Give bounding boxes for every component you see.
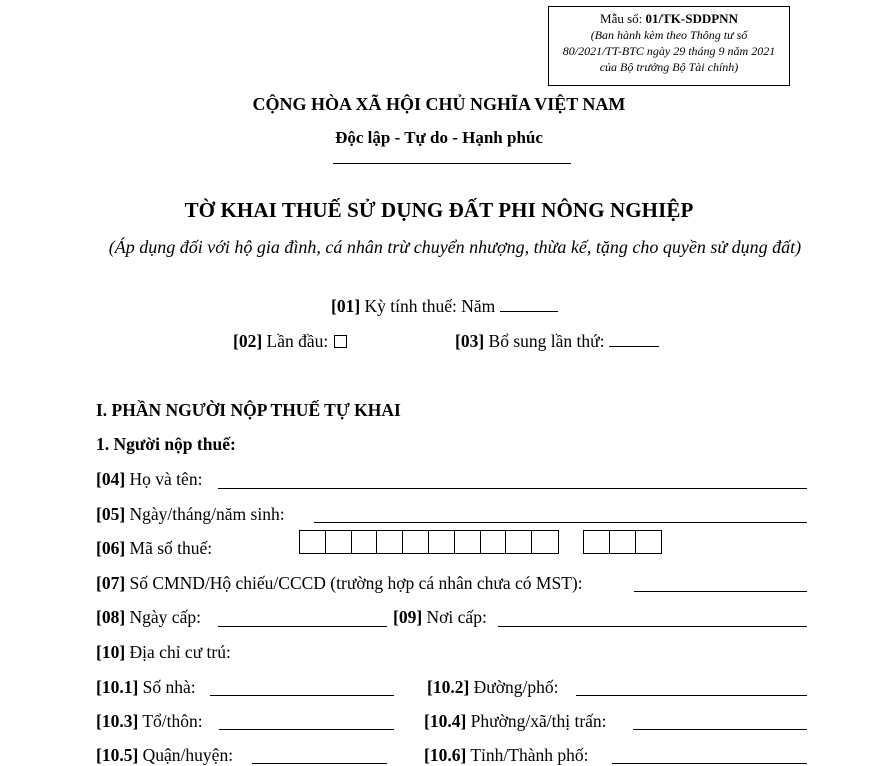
field-10-3-group-hamlet [96, 711, 203, 732]
field-02-first-time [233, 331, 347, 352]
section-heading-part-1: I. PHẦN NGƯỜI NỘP THUẾ TỰ KHAI [96, 400, 401, 420]
field-06-tax-code [96, 538, 212, 559]
field-label: Đường/phố: [469, 677, 559, 697]
field-label: Ngày cấp: [125, 607, 201, 627]
field-code: [10.1] [96, 677, 139, 697]
field-03-supplement [455, 331, 659, 352]
street-input[interactable] [576, 695, 807, 696]
tax-code-digit-box[interactable] [506, 531, 532, 553]
document-title: TỜ KHAI THUẾ SỬ DỤNG ĐẤT PHI NÔNG NGHIỆP [184, 198, 694, 222]
field-label: Bổ sung lần thứ: [484, 331, 609, 351]
field-label: Ngày/tháng/năm sinh: [125, 504, 285, 524]
motto-divider [333, 163, 571, 164]
id-number-input[interactable] [634, 591, 807, 592]
form-basis-line-3: của Bộ trưởng Bộ Tài chính) [599, 60, 739, 74]
field-label: Tỉnh/Thành phố: [466, 745, 589, 765]
field-label: Kỳ tính thuế: Năm [360, 296, 500, 316]
field-label: Nơi cấp: [422, 607, 487, 627]
field-code: [10.3] [96, 711, 139, 731]
field-code: [07] [96, 573, 126, 593]
tax-code-digit-box[interactable] [403, 531, 429, 553]
tax-code-digit-box[interactable] [481, 531, 507, 553]
field-label: Tổ/thôn: [138, 711, 203, 731]
field-code: [10] [96, 642, 126, 662]
group-hamlet-input[interactable] [219, 729, 394, 730]
tax-code-digit-box[interactable] [455, 531, 481, 553]
date-of-birth-input[interactable] [314, 522, 807, 523]
field-label: Quận/huyện: [138, 745, 234, 765]
field-label: Phường/xã/thị trấn: [466, 711, 607, 731]
field-05-date-of-birth [96, 504, 285, 525]
field-code: [10.6] [424, 745, 467, 765]
tax-code-digit-box[interactable] [429, 531, 455, 553]
field-10-5-district [96, 745, 233, 766]
field-label: Địa chỉ cư trú: [125, 642, 231, 662]
tax-code-digit-box[interactable] [352, 531, 378, 553]
field-10-1-house-number [96, 677, 196, 698]
motto: Độc lập - Tự do - Hạnh phúc [335, 128, 543, 147]
issue-date-input[interactable] [218, 626, 387, 627]
field-label: Số CMND/Hộ chiếu/CCCD (trường hợp cá nhân chưa có MST): [125, 573, 583, 593]
form-basis-line-1: (Ban hành kèm theo Thông tư số [590, 28, 748, 42]
field-code: [06] [96, 538, 126, 558]
field-code: [10.5] [96, 745, 139, 765]
tax-code-digit-box[interactable] [532, 531, 558, 553]
field-04-full-name [96, 469, 202, 490]
field-code: [10.4] [424, 711, 467, 731]
tax-code-digit-box[interactable] [377, 531, 403, 553]
field-10-6-province-city [424, 745, 588, 766]
tax-code-digit-box[interactable] [584, 531, 610, 553]
section-heading-taxpayer: 1. Người nộp thuế: [96, 434, 236, 454]
form-code-value: 01/TK-SDDPNN [645, 11, 738, 26]
first-time-checkbox[interactable] [334, 335, 347, 348]
issue-place-input[interactable] [498, 626, 807, 627]
form-code [549, 11, 789, 27]
form-code-label: Mẫu số: [600, 11, 646, 26]
tax-code-digit-box[interactable] [636, 531, 662, 553]
field-label: Mã số thuế: [125, 538, 213, 558]
field-08-issue-date [96, 607, 201, 628]
field-code: [04] [96, 469, 126, 489]
field-code: [05] [96, 504, 126, 524]
tax-year-input[interactable] [500, 297, 558, 312]
form-basis-line-2: 80/2021/TT-BTC ngày 29 tháng 9 năm 2021 [562, 44, 776, 58]
field-code: [08] [96, 607, 126, 627]
tax-code-boxes-branch [583, 530, 662, 554]
tax-code-digit-box[interactable] [610, 531, 636, 553]
field-code: [10.2] [427, 677, 470, 697]
tax-code-digit-box[interactable] [326, 531, 352, 553]
field-label: Họ và tên: [125, 469, 203, 489]
field-label: Số nhà: [138, 677, 196, 697]
field-10-2-street [427, 677, 559, 698]
field-code: [01] [331, 296, 361, 316]
nation-heading: CỘNG HÒA XÃ HỘI CHỦ NGHĨA VIỆT NAM [252, 94, 626, 114]
field-10-residence-address [96, 642, 231, 663]
field-07-id-number [96, 573, 583, 594]
form-code-box [548, 6, 790, 86]
tax-code-digit-box[interactable] [300, 531, 326, 553]
tax-code-boxes-main [299, 530, 559, 554]
field-01-tax-period [331, 296, 558, 317]
ward-commune-input[interactable] [633, 729, 807, 730]
field-09-issue-place [393, 607, 487, 628]
document-subtitle: (Áp dụng đối với hộ gia đình, cá nhân trừ chuyển nhượng, thừa kế, tặng cho quyền sử dụng đất) [108, 237, 802, 257]
full-name-input[interactable] [218, 488, 807, 489]
field-label: Lần đầu: [262, 331, 329, 351]
field-10-4-ward-commune [424, 711, 607, 732]
supplement-number-input[interactable] [609, 332, 659, 347]
house-number-input[interactable] [210, 695, 394, 696]
field-code: [09] [393, 607, 423, 627]
field-code: [03] [455, 331, 485, 351]
field-code: [02] [233, 331, 263, 351]
